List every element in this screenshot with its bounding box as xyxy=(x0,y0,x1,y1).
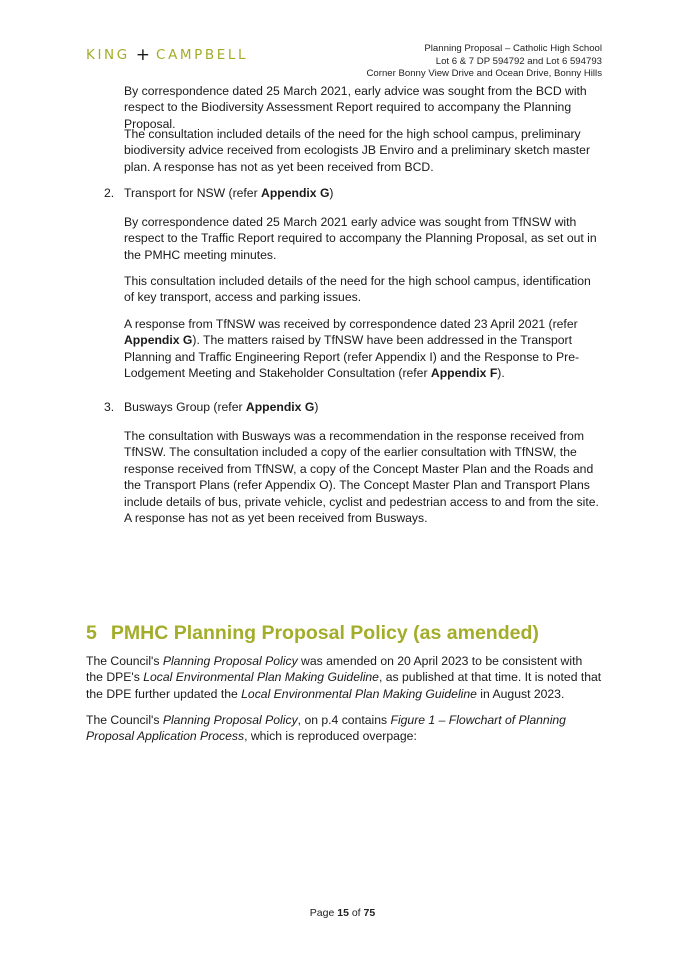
footer-of-word: of xyxy=(348,907,364,919)
section-5-paragraph-2 xyxy=(86,712,602,745)
header-line-3: Corner Bonny View Drive and Ocean Drive, Bonny Hills xyxy=(366,68,602,80)
section-number: 5 xyxy=(86,622,97,644)
tfnsw-p3-appendix-g: Appendix G xyxy=(124,333,193,348)
busways-paragraph: The consultation with Busways was a recommendation in the response received from TfNSW. The consultation included a copy of the earlier consultation with TfNSW, the response received from TfNSW, a copy of the Concept Master Plan and the Roads and the Transport Plans (refer Appendix O). The Concept Master Plan and Transport Plans include details of bus, private vehicle, cyclist and pedestrian access to and from the site. A response has not as yet been received from Busways. xyxy=(124,429,599,526)
s5-p1-g: in August 2023. xyxy=(476,686,565,701)
s5-p2-e: , which is reproduced overpage: xyxy=(244,729,417,744)
s5-p2-a: The Council's xyxy=(86,713,163,727)
header-line-1: Planning Proposal – Catholic High School xyxy=(424,43,602,54)
item-2-heading-close: ) xyxy=(329,186,334,200)
list-number-2: 2. xyxy=(104,186,115,200)
section-title: PMHC Planning Proposal Policy (as amended) xyxy=(110,622,539,644)
item-3-appendix-ref: Appendix G xyxy=(245,400,315,414)
item-2-appendix-ref: Appendix G xyxy=(261,186,330,200)
s5-p2-b: Planning Proposal Policy xyxy=(162,713,298,727)
section-5-heading xyxy=(86,622,539,645)
tfnsw-paragraph-3 xyxy=(124,316,602,382)
s5-p1-a: The Council's xyxy=(86,654,163,668)
logo-text-king: KING xyxy=(86,47,130,63)
tfnsw-p3-text-a: A response from TfNSW was received by correspondence dated 23 April 2021 (refer xyxy=(124,317,578,331)
header-line-2: Lot 6 & 7 DP 594792 and Lot 6 594793 xyxy=(435,55,602,67)
tfnsw-p3-text-e: ). xyxy=(497,366,505,381)
tfnsw-paragraph-2: This consultation included details of the need for the high school campus, identification of key transport, access and parking issues. xyxy=(124,274,591,305)
bcd-paragraph-1: By correspondence dated 25 March 2021, early advice was sought from the BCD with respect to the Biodiversity Assessment Report required to accompany the Planning Proposal. xyxy=(124,84,587,131)
document-header-info xyxy=(366,43,602,81)
item-3-heading-text: Busways Group (refer xyxy=(124,400,246,414)
logo-plus: + xyxy=(135,45,151,65)
s5-p2-c: , on p.4 contains xyxy=(297,713,391,727)
footer-page-number: 15 xyxy=(337,907,349,919)
tfnsw-p3-appendix-f: Appendix F xyxy=(430,366,498,381)
s5-p2-d: Figure 1 – Flowchart of Planning Proposal Application Process xyxy=(86,713,566,744)
s5-p1-b: Planning Proposal Policy xyxy=(162,654,298,668)
logo-text-campbell: CAMPBELL xyxy=(156,47,249,63)
s5-p1-f: Local Environmental Plan Making Guideline xyxy=(241,686,477,701)
item-3-heading xyxy=(124,399,602,415)
s5-p1-c: was amended on 20 April 2023 to be consistent with the DPE's xyxy=(86,654,583,685)
item-2-heading-text: Transport for NSW (refer xyxy=(124,186,262,200)
footer-page-word: Page xyxy=(309,907,338,919)
s5-p1-d: Local Environmental Plan Making Guideline xyxy=(143,670,379,685)
tfnsw-paragraph-1: By correspondence dated 25 March 2021 early advice was sought from TfNSW with respect to the Traffic Report required to accompany the Planning Proposal, as set out in the PMHC meeting minutes. xyxy=(124,215,597,262)
king-campbell-logo xyxy=(86,44,248,64)
list-number-3: 3. xyxy=(104,400,115,414)
page-footer xyxy=(0,907,685,919)
item-3-heading-close: ) xyxy=(314,400,319,414)
section-5-paragraph-1 xyxy=(86,653,602,702)
footer-total-pages: 75 xyxy=(363,907,376,919)
item-2-heading xyxy=(124,185,602,201)
tfnsw-p3-text-c: ). The matters raised by TfNSW have been addressed in the Transport Planning and Traffic Engineering Report (refer Appendix I) and the Response to Pre-Lodgement Meeting and Stakeholder Consultation (refer xyxy=(124,333,580,381)
s5-p1-e: , as published at that time. It is noted that the DPE further updated the xyxy=(86,670,602,701)
bcd-paragraph-2: The consultation included details of the need for the high school campus, preliminary biodiversity advice received from ecologists JB Enviro and a preliminary sketch master plan. A response has not as yet been received from BCD. xyxy=(124,127,591,174)
